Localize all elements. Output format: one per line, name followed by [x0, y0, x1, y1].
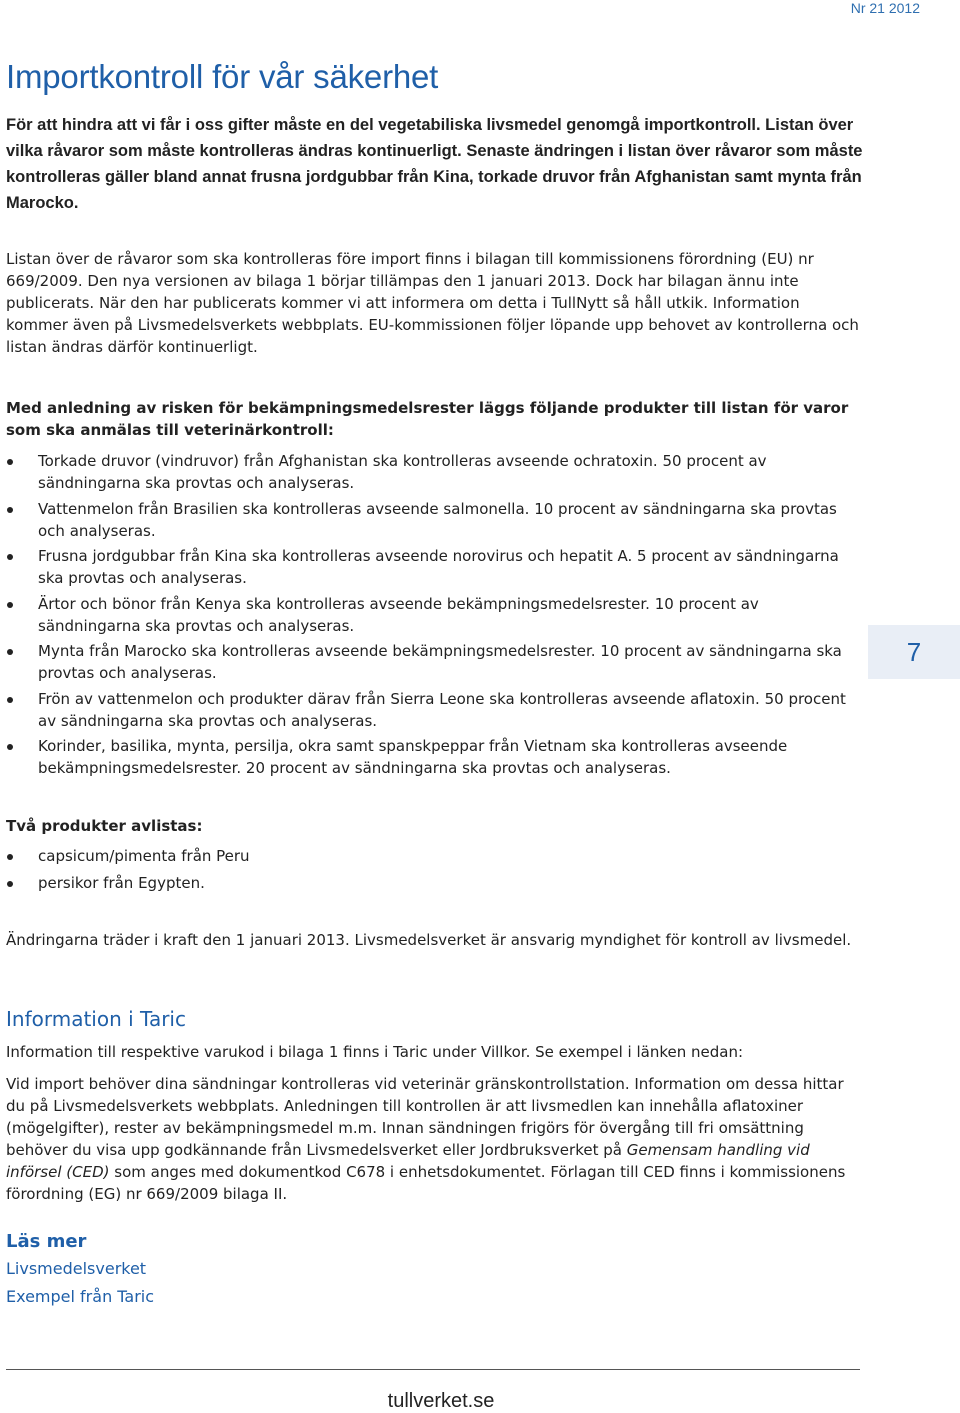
- effective-date-paragraph: Ändringarna träder i kraft den 1 januari 2013. Livsmedelsverket är ansvarig myndighet för kontroll av livsmedel.: [6, 931, 852, 949]
- removed-products-heading: Två produkter avlistas:: [6, 817, 203, 835]
- read-more-heading: Läs mer: [6, 1231, 87, 1252]
- issue-label: Nr 21 2012: [850, 0, 920, 16]
- list-item: Frön av vattenmelon och produkter därav från Sierra Leone ska kontrolleras avseende aflatoxin. 50 procent av sändningarna ska provtas och analyseras.: [6, 688, 866, 732]
- taric-intro: Information till respektive varukod i bilaga 1 finns i Taric under Villkor. Se exempel i länken nedan:: [6, 1043, 744, 1061]
- footer-divider: [6, 1369, 860, 1370]
- footer-site: tullverket.se: [387, 1390, 495, 1412]
- page-title: Importkontroll för vår säkerhet: [6, 58, 439, 95]
- list-item: persikor från Egypten.: [6, 872, 866, 894]
- ced-document-name: Gemensam handling vid införsel (CED): [6, 1141, 810, 1181]
- list-item: Torkade druvor (vindruvor) från Afghanistan ska kontrolleras avseende ochratoxin. 50 procent av sändningarna ska provtas och analyseras.: [6, 450, 866, 494]
- taric-example-link[interactable]: Exempel från Taric: [6, 1287, 155, 1306]
- body-paragraph-list-info: Listan över de råvaror som ska kontrolleras före import finns i bilagan till kommissionens förordning (EU) nr 669/2009. Den nya versionen av bilaga 1 börjar tillämpas den 1 januari 2013. Dock har bilagan ännu inte publicerats. När den har publicerats kommer vi att informera om detta i TullNytt så håll utkik. Information kommer även på Livsmedelsverkets webbplats. EU-kommissionen följer löpande upp behovet av kontrollerna och listan ändras därför kontinuerligt.: [6, 250, 859, 356]
- added-products-heading: Med anledning av risken för bekämpningsmedelsrester läggs följande produkter till listan för varor som ska anmälas till veterinärkontroll:: [6, 399, 849, 439]
- removed-products-list: [6, 845, 866, 899]
- livsmedelsverket-link[interactable]: Livsmedelsverket: [6, 1259, 147, 1278]
- list-item: Ärtor och bönor från Kenya ska kontrolleras avseende bekämpningsmedelsrester. 10 procent av sändningarna ska provtas och analyseras.: [6, 593, 866, 637]
- taric-body: [6, 1073, 866, 1205]
- page-number: 7: [868, 625, 960, 679]
- added-products-list: [6, 450, 866, 783]
- list-item: Frusna jordgubbar från Kina ska kontrolleras avseende norovirus och hepatit A. 5 procent av sändningarna ska provtas och analyseras.: [6, 545, 866, 589]
- list-item: capsicum/pimenta från Peru: [6, 845, 866, 867]
- list-item: Korinder, basilika, mynta, persilja, okra samt spanskpeppar från Vietnam ska kontrolleras avseende bekämpningsmedelsrester. 20 procent av sändningarna ska provtas och analyseras.: [6, 735, 866, 779]
- list-item: Mynta från Marocko ska kontrolleras avseende bekämpningsmedelsrester. 10 procent av sändningarna ska provtas och analyseras.: [6, 640, 866, 684]
- taric-body-text: Vid import behöver dina sändningar kontrolleras vid veterinär gränskontrollstation. Information om dessa hittar du på Livsmedelsverkets webbplats. Anledningen till kontrollen är att livsmedlen kan innehålla aflatoxiner (mögelgifter), rester av bekämpningsmedel m.m. Innan sändningen frigörs för övergång till fri omsättning behöver du visa upp godkännande från Livsmedelsverket eller Jordbruksverket på: [6, 1075, 844, 1159]
- taric-heading: Information i Taric: [6, 1007, 186, 1031]
- taric-body-text-end: som anges med dokumentkod C678 i enhetsdokumentet. Förlagan till CED finns i kommissionens förordning (EG) nr 669/2009 bilaga II.: [6, 1163, 846, 1203]
- list-item: Vattenmelon från Brasilien ska kontrolleras avseende salmonella. 10 procent av sändningarna ska provtas och analyseras.: [6, 498, 866, 542]
- lead-paragraph: För att hindra att vi får i oss gifter måste en del vegetabiliska livsmedel genomgå importkontroll. Listan över vilka råvaror som måste kontrolleras ändras kontinuerligt. Senaste ändringen i listan över råvaror som måste kontrolleras gäller bland annat frusna jordgubbar från Kina, torkade druvor från Afghanistan samt mynta från Marocko.: [6, 116, 863, 212]
